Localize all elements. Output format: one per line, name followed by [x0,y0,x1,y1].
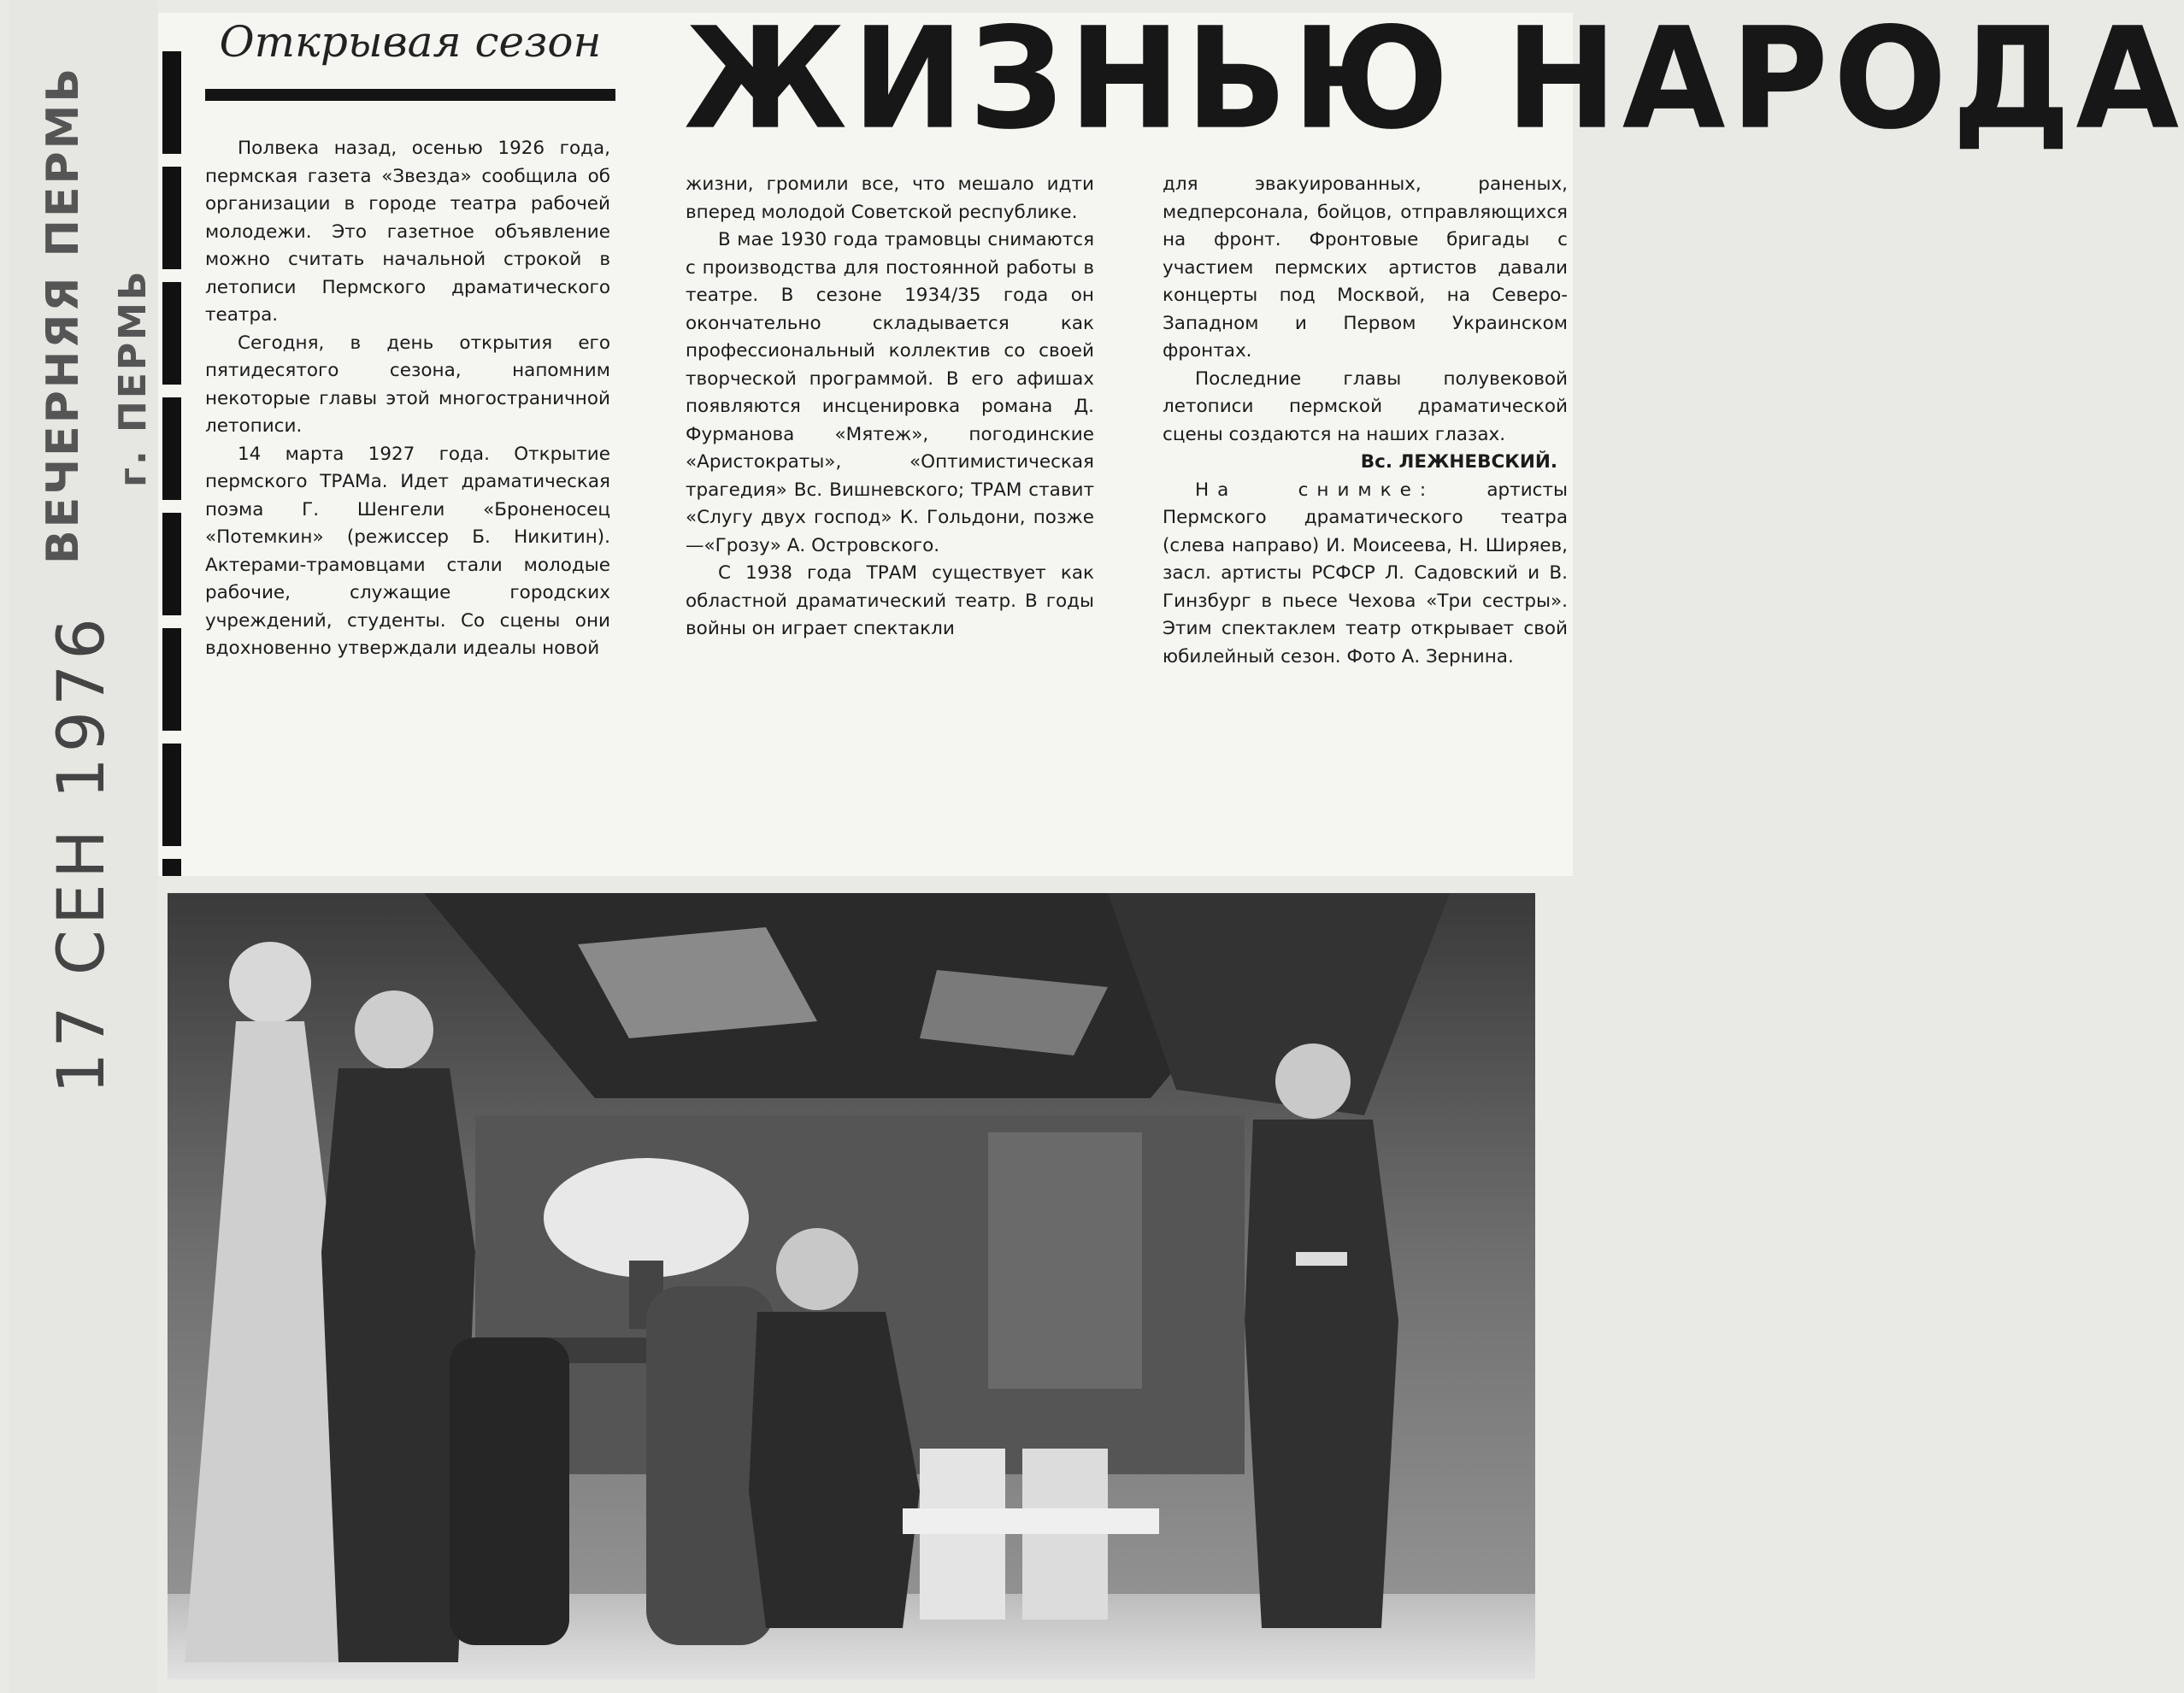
article-column-3 [1163,171,1568,671]
author-signature: Вс. ЛЕЖНЕВСКИЙ. [1360,451,1557,473]
column-rule-left [162,51,181,876]
archive-stamp-strip [9,0,158,1693]
rubric-underline [205,89,615,101]
paragraph: Последние главы полувековой летописи пермской драматической сцены создаются на наших глазах. [1163,367,1568,445]
paragraph: для эвакуированных, раненых, медперсонала, бойцов, отправляющихся на фронт. Фронтовые бригады с участием пермских артистов давали концерты под Москвой, на Северо-Западном и Первом Украинском фронтах. [1163,173,1568,362]
paragraph: Полвека назад, осенью 1926 года, пермская газета «Звезда» сообщила об организации в городе театра рабочей молодежи. Это газетное объявление можно считать начальной строкой в летописи Пермского драматического театра. [205,138,610,326]
rubric-title: Открывая сезон [219,17,602,67]
photo-caption [1163,477,1568,672]
stage-photo-illustration [168,893,1535,1679]
paragraph: В мае 1930 года трамовцы снимаются с производства для постоянной работы в театре. В сезоне 1934/35 года он окончательно складывается как профессиональный коллектив со своей творческой программой. В его афишах появляются инсценировка романа Д. Фурманова «Мятеж», погодинские «Аристократы», «Оптимистическая трагедия» Вс. Вишневского; ТРАМ ставит «Слугу двух господ» К. Гольдони, позже—«Грозу» А. Островского. [686,229,1094,556]
article-column-2 [686,171,1094,644]
stage-photo [168,893,1535,1679]
paragraph: жизни, громили все, что мешало идти вперед молодой Советской республике. [686,173,1094,223]
paragraph: С 1938 года ТРАМ существует как областной драматический театр. В годы войны он играет спектакли [686,562,1094,639]
paragraph: 14 марта 1927 года. Открытие пермского ТРАМа. Идет драматическая поэма Г. Шенгели «Броненосец «Потемкин» (режиссер Б. Никитин). Актерами-трамовцами стали молодые рабочие, служащие городских учреждений, студенты. Со сцены они вдохновенно утверждали идеалы новой [205,443,610,659]
stamp-date: 17 СЕН 1976 [43,613,119,1094]
article-column-1 [205,135,610,663]
stamp-city: г. ПЕРМЬ [111,268,155,487]
caption-lead: На снимке: [1195,479,1435,501]
paragraph: Сегодня, в день открытия его пятидесятого сезона, напомним некоторые главы этой многостраничной летописи. [205,332,610,437]
stamp-newspaper-name: ВЕЧЕРНЯЯ ПЕРМЬ [38,65,89,564]
headline: ЖИЗНЬЮ НАРОДА [684,0,2184,161]
caption-text: артисты Пермского драматического театра (слева направо) И. Моисеева, Н. Ширяев, засл. артисты РСФСР Л. Садовский и В. Гинзбург в пьесе Чехова «Три сестры». Этим спектаклем театр открывает свой юбилейный сезон. Фото А. Зернина. [1163,479,1568,667]
